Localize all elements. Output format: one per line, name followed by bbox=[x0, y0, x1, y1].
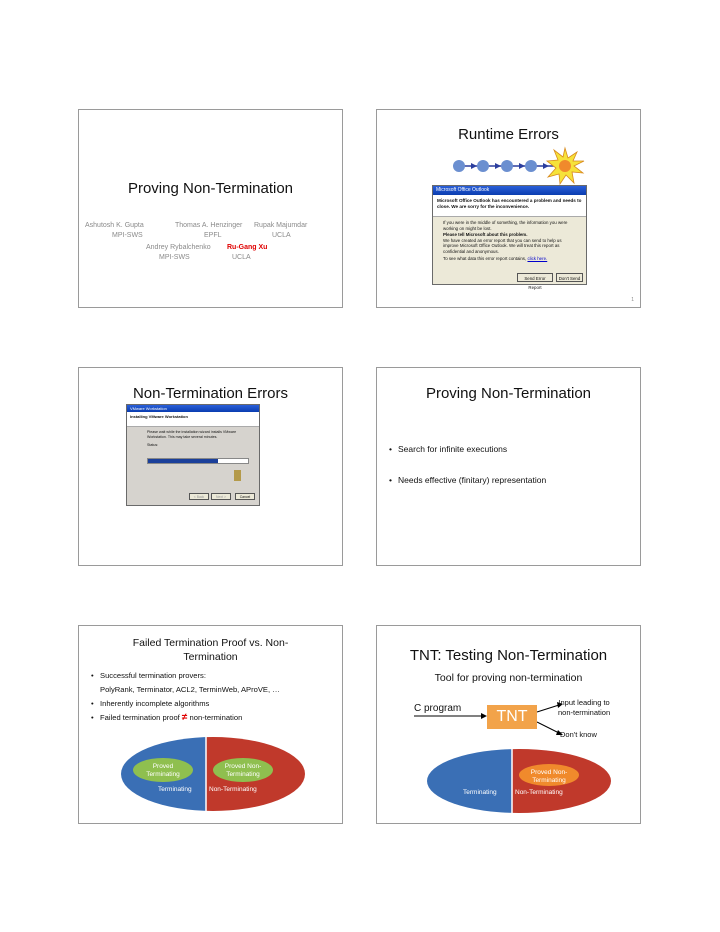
bullet-2: • Inherently incomplete algorithms bbox=[91, 699, 210, 708]
slide-title-text: Proving Non-Termination bbox=[425, 385, 592, 402]
tnt-box: TNT bbox=[487, 705, 537, 729]
bullet-3: • Failed termination proof ≠ non-termination bbox=[91, 712, 243, 723]
installer-dialog bbox=[126, 404, 260, 506]
slide-title bbox=[78, 109, 343, 308]
dialog-body bbox=[433, 217, 586, 264]
installer-progress-fill bbox=[148, 459, 218, 463]
dialog-line2: Please tell Microsoft about this problem. bbox=[443, 232, 528, 238]
slide-title-text: Failed Termination Proof vs. Non- Termination bbox=[132, 637, 289, 663]
bullet-1: • Search for infinite executions bbox=[389, 444, 508, 454]
error-dialog bbox=[432, 185, 587, 290]
output-dont-know: Don't know bbox=[560, 730, 597, 739]
slide-title-text: Runtime Errors bbox=[458, 126, 559, 143]
bullet-2: • Needs effective (finitary) representation bbox=[389, 475, 547, 485]
slide-non-termination-errors bbox=[78, 367, 343, 566]
installer-progress-bar bbox=[147, 458, 249, 464]
node-2 bbox=[477, 160, 489, 172]
slide-failed-termination-proof bbox=[78, 625, 343, 824]
dialog-title-bar: Microsoft Office Outlook bbox=[433, 186, 586, 195]
dont-send-button[interactable]: Don't Send bbox=[556, 273, 583, 282]
label-proved-non-terminating: Proved Non-Terminating bbox=[530, 769, 568, 784]
slide-title-text: Proving Non-Termination bbox=[127, 180, 294, 197]
author-xu: Ru-Gang Xu bbox=[227, 244, 268, 251]
label-terminating: Terminating bbox=[463, 789, 497, 796]
label-terminating: Terminating bbox=[158, 786, 192, 793]
author-majumdar: Rupak Majumdar bbox=[254, 222, 308, 229]
author-rybalchenko: Andrey Rybalchenko bbox=[146, 244, 211, 251]
installer-header: Installing VMware Workstation bbox=[127, 412, 259, 427]
dialog-header: Microsoft Office Outlook has encountered a problem and needs to close. We are sorry for the inconvenience. bbox=[433, 195, 586, 217]
affil-henzinger: EPFL bbox=[204, 232, 222, 239]
dialog-line4: To see what data this error report contains, bbox=[443, 255, 527, 261]
installer-text: Please wait while the installation wizard installs VMware Workstation. This may take several minutes. bbox=[147, 430, 237, 439]
node-4 bbox=[525, 160, 537, 172]
slide-tnt bbox=[376, 625, 641, 824]
send-error-report-button[interactable]: Send Error Report bbox=[517, 273, 553, 282]
crash-node bbox=[559, 160, 571, 172]
label-proved-non-terminating: Proved Non-Terminating bbox=[224, 763, 262, 778]
slide-title-text: TNT: Testing Non-Termination bbox=[409, 647, 608, 664]
slide-title-text: Non-Termination Errors bbox=[132, 385, 289, 402]
installer-status-label: Status: bbox=[147, 443, 159, 448]
node-3 bbox=[501, 160, 513, 172]
dialog-link[interactable]: click here. bbox=[527, 255, 548, 261]
dialog-line1: If you were in the middle of something, the information you were working on might be lost. bbox=[443, 220, 568, 231]
dialog-line3: We have created an error report that you can send to help us improve Microsoft Office Outlook. We will treat this report as confidential and anonymous. bbox=[443, 237, 562, 254]
back-button[interactable]: < Back bbox=[189, 493, 209, 500]
input-label: C program bbox=[414, 703, 462, 714]
page-number: 1 bbox=[631, 297, 634, 303]
node-1 bbox=[453, 160, 465, 172]
label-non-terminating: Non-Terminating bbox=[515, 789, 563, 796]
bullet-1-cont: PolyRank, Terminator, ACL2, TerminWeb, AProVE, … bbox=[100, 685, 280, 694]
affil-xu: UCLA bbox=[232, 254, 251, 261]
slide-subtitle: Tool for proving non-termination bbox=[434, 672, 583, 684]
author-henzinger: Thomas A. Henzinger bbox=[175, 222, 243, 229]
execution-chain-diagram bbox=[447, 146, 597, 186]
bullet-1: • Successful termination provers: bbox=[91, 671, 206, 680]
slide-proving-non-termination bbox=[376, 367, 641, 566]
terminating-region bbox=[425, 748, 512, 814]
next-button[interactable]: Next > bbox=[211, 493, 231, 500]
output-input-leading: Input leading to non-termination bbox=[558, 698, 611, 717]
tnt-ellipse-diagram bbox=[425, 748, 613, 814]
author-gupta: Ashutosh K. Gupta bbox=[85, 222, 144, 229]
label-non-terminating: Non-Terminating bbox=[209, 786, 257, 793]
installer-title-bar: VMware Workstation bbox=[127, 405, 259, 412]
affil-rybalchenko: MPI-SWS bbox=[159, 254, 190, 261]
installer-icon bbox=[234, 470, 241, 481]
slide-runtime-errors bbox=[376, 109, 641, 308]
label-proved-terminating: Proved Terminating bbox=[146, 763, 180, 778]
cancel-button[interactable]: Cancel bbox=[235, 493, 255, 500]
affil-gupta: MPI-SWS bbox=[112, 232, 143, 239]
affil-majumdar: UCLA bbox=[272, 232, 291, 239]
